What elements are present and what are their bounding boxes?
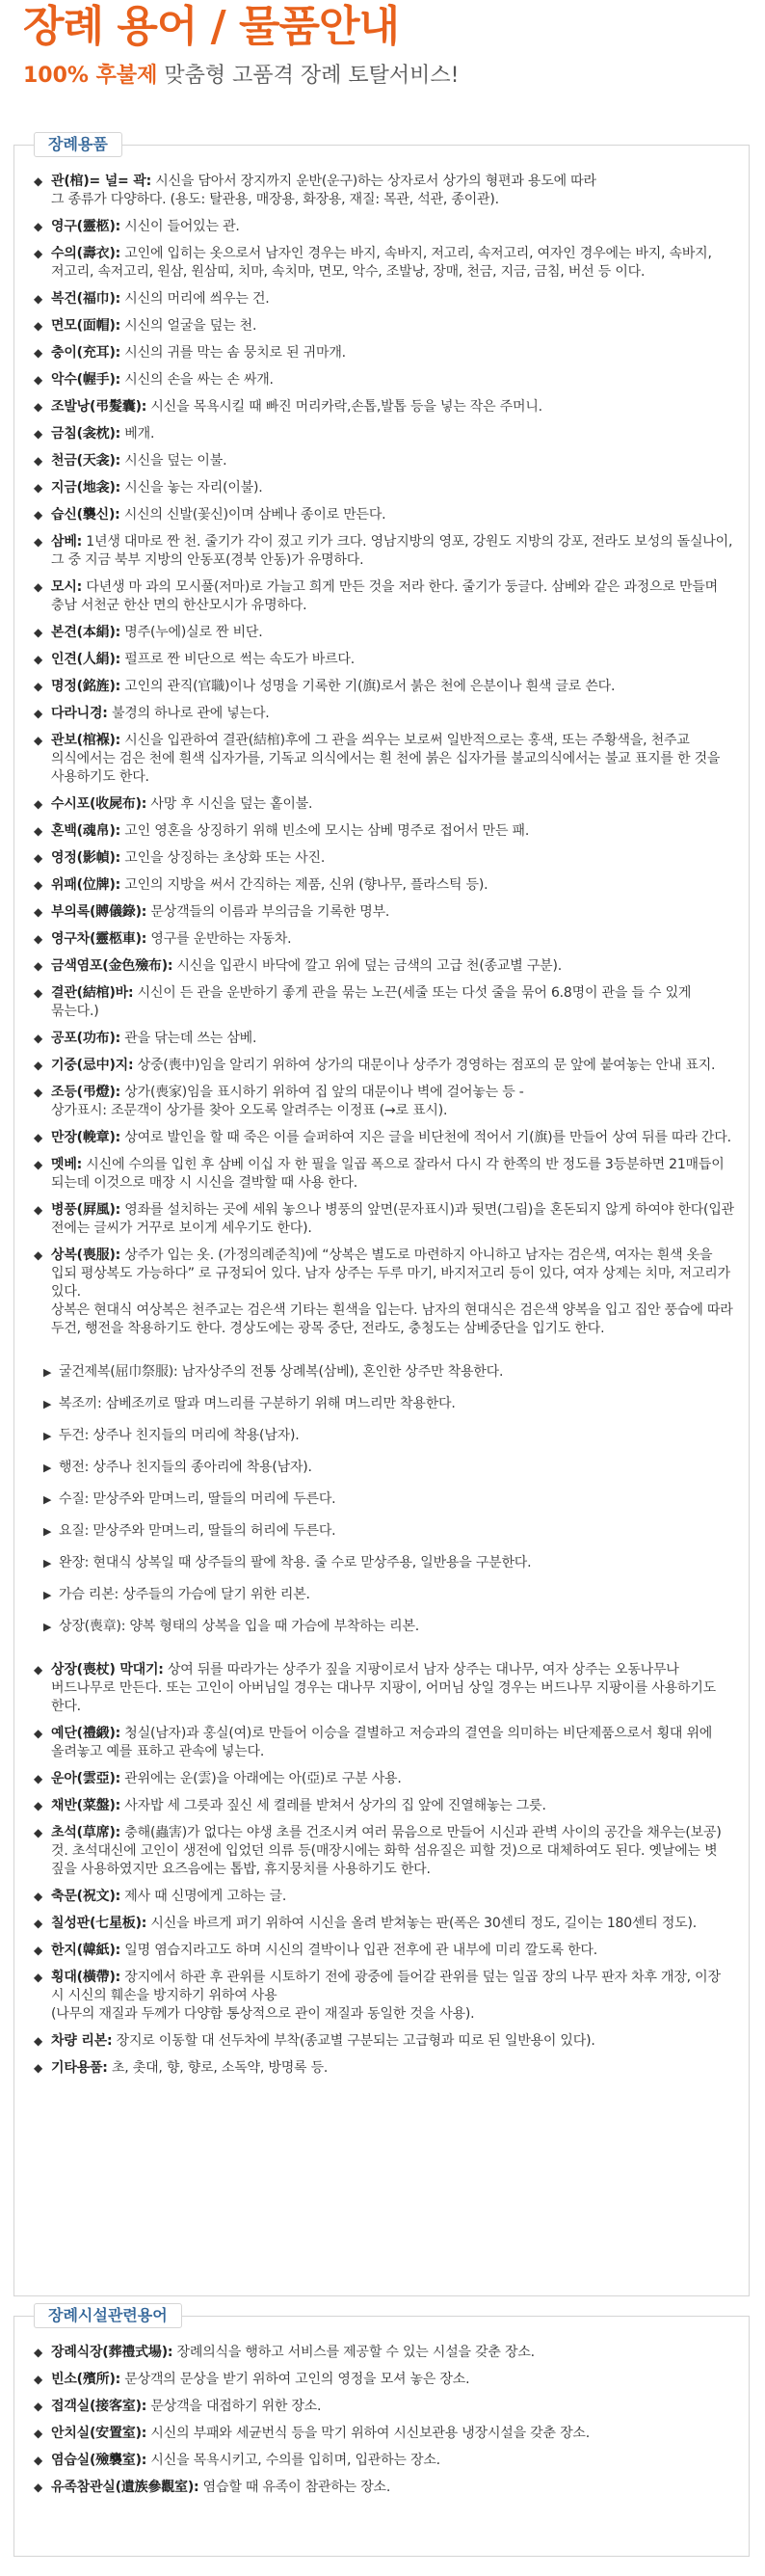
diamond-bullet-icon: ◆ xyxy=(34,2373,43,2386)
diamond-bullet-icon: ◆ xyxy=(34,2400,43,2413)
diamond-bullet-icon: ◆ xyxy=(34,1799,43,1812)
list-item xyxy=(34,2479,737,2497)
diamond-bullet-icon: ◆ xyxy=(34,707,43,720)
term: 안치실(安置室): xyxy=(51,2426,147,2441)
diamond-bullet-icon: ◆ xyxy=(34,680,43,693)
term: 복건(福巾): xyxy=(51,291,121,307)
diamond-bullet-icon: ◆ xyxy=(34,2061,43,2075)
list-item xyxy=(34,903,737,922)
term: 삼베: xyxy=(51,534,83,550)
term: 유족참관실(遺族參觀室): xyxy=(51,2480,199,2495)
description: 시신의 신발(꽃신)이며 삼베나 종이로 만든다. xyxy=(119,507,386,523)
triangle-bullet-icon: ▶ xyxy=(43,1589,52,1601)
description: 상여 뒤를 따라가는 상주가 짚을 지팡이로서 남자 상주는 대나무, 여자 상주는 오동나무나 버드나무로 만든다. 또는 고인이 아버님일 경우는 대나무 지팡이, 어머님 상일 경우는 버드나무 지팡이를 사용하기도 한다. xyxy=(51,1662,716,1714)
term: 축문(祝文): xyxy=(51,1889,121,1904)
diamond-bullet-icon: ◆ xyxy=(34,346,43,360)
description: 시신을 목욕시키고, 수의를 입히며, 입관하는 장소. xyxy=(146,2453,440,2468)
term: 금색염포(金色殮布): xyxy=(51,958,173,974)
term: 영구(靈柩): xyxy=(51,219,121,234)
list-item xyxy=(34,984,737,1021)
triangle-bullet-icon: ▶ xyxy=(43,1525,52,1538)
list-item xyxy=(34,1725,737,1761)
description: 시신의 귀를 막는 솜 뭉치로 된 귀마개. xyxy=(120,345,346,361)
list-item xyxy=(34,1030,737,1048)
term: 습신(襲신): xyxy=(51,507,120,523)
mourning-clothes-list xyxy=(34,1363,737,1636)
subtitle-highlight: 100% 후불제 xyxy=(23,64,158,88)
list-item xyxy=(34,578,737,615)
list-item xyxy=(34,2425,737,2443)
diamond-bullet-icon: ◆ xyxy=(34,481,43,495)
list-item xyxy=(34,218,737,236)
sub-item-text: 수질: 맏상주와 맏며느리, 딸들의 머리에 두른다. xyxy=(59,1491,336,1507)
term: 조등(弔燈): xyxy=(51,1085,121,1100)
goods-list-a xyxy=(34,173,737,1338)
term: 상장(喪杖) 막대기: xyxy=(51,1662,164,1677)
diamond-bullet-icon: ◆ xyxy=(34,986,43,1000)
list-item xyxy=(34,452,737,470)
triangle-bullet-icon: ▶ xyxy=(43,1493,52,1506)
list-item xyxy=(34,1156,737,1193)
term: 접객실(接客室): xyxy=(51,2399,147,2414)
diamond-bullet-icon: ◆ xyxy=(34,1248,43,1262)
description: 문상객의 문상을 받기 위하여 고인의 영정을 모셔 놓은 장소. xyxy=(120,2372,470,2387)
diamond-bullet-icon: ◆ xyxy=(34,1826,43,1839)
description: 고인의 관직(官職)이나 성명을 기록한 기(旗)로서 붉은 천에 은분이나 흰색 글로 쓴다. xyxy=(120,679,616,694)
page-subtitle xyxy=(23,66,742,87)
description: 고인을 상징하는 초상화 또는 사진. xyxy=(120,850,326,866)
term: 금침(衾枕): xyxy=(51,426,121,442)
diamond-bullet-icon: ◆ xyxy=(34,2034,43,2048)
term: 모시: xyxy=(51,579,83,595)
description: 문상객들의 이름과 부의금을 기록한 명부. xyxy=(146,904,390,920)
section-title: 장례시설관련용어 xyxy=(34,2303,182,2328)
diamond-bullet-icon: ◆ xyxy=(34,580,43,594)
description: 고인에 입히는 옷으로서 남자인 경우는 바지, 속바지, 저고리, 속저고리, 여자인 경우에는 바지, 속바지, 저고리, 속저고리, 원삼, 원삼띠, 치마, 속치마, 면모, 악수, 조발낭, 장매, 천금, 지금, 금침, 버선 등 이다. xyxy=(51,246,712,280)
list-item xyxy=(34,822,737,841)
description: 베개. xyxy=(120,426,155,442)
diamond-bullet-icon: ◆ xyxy=(34,2481,43,2494)
diamond-bullet-icon: ◆ xyxy=(34,319,43,333)
list-item xyxy=(34,1770,737,1788)
list-item xyxy=(34,1057,737,1075)
triangle-bullet-icon: ▶ xyxy=(43,1557,52,1570)
description: 일명 염습지라고도 하며 시신의 결박이나 입관 전후에 관 내부에 미리 깔도록 한다. xyxy=(120,1943,597,1958)
term: 칠성판(七星板): xyxy=(51,1916,147,1931)
description: 장례의식을 행하고 서비스를 제공할 수 있는 시설을 갖춘 장소. xyxy=(172,2345,535,2360)
sub-item-text: 굴건제복(屈巾祭服): 남자상주의 전통 상례복(삼베), 혼인한 상주만 착용한다. xyxy=(59,1364,504,1380)
sub-list-item xyxy=(34,1363,737,1382)
sub-list-item xyxy=(34,1522,737,1541)
section-funeral-goods xyxy=(13,135,750,2296)
list-item xyxy=(34,317,737,335)
term: 지금(地衾): xyxy=(51,480,121,496)
diamond-bullet-icon: ◆ xyxy=(34,626,43,639)
diamond-bullet-icon: ◆ xyxy=(34,1917,43,1930)
list-item xyxy=(34,1129,737,1147)
diamond-bullet-icon: ◆ xyxy=(34,1890,43,1903)
list-item xyxy=(34,1661,737,1716)
description: 영좌를 설치하는 곳에 세워 놓으나 병풍의 앞면(문자표시)과 뒷면(그림)을 혼돈되지 않게 하여야 한다(입관 전에는 글씨가 거꾸로 보이게 세우기도 한다). xyxy=(51,1202,734,1236)
term: 운아(雲亞): xyxy=(51,1771,121,1786)
sub-item-text: 가슴 리본: 상주들의 가슴에 달기 위한 리본. xyxy=(59,1587,310,1602)
list-item xyxy=(34,1969,737,2024)
triangle-bullet-icon: ▶ xyxy=(43,1621,52,1633)
sub-list-item xyxy=(34,1586,737,1604)
diamond-bullet-icon: ◆ xyxy=(34,2454,43,2467)
diamond-bullet-icon: ◆ xyxy=(34,373,43,387)
description: 초, 촛대, 향, 향로, 소독약, 방명록 등. xyxy=(107,2060,329,2076)
triangle-bullet-icon: ▶ xyxy=(43,1366,52,1379)
list-item xyxy=(34,371,737,389)
triangle-bullet-icon: ▶ xyxy=(43,1398,52,1410)
term: 병풍(屛風): xyxy=(51,1202,121,1218)
list-item xyxy=(34,624,737,642)
term: 예단(禮緞): xyxy=(51,1726,121,1741)
term: 상복(喪服): xyxy=(51,1248,121,1263)
diamond-bullet-icon: ◆ xyxy=(34,1059,43,1072)
description: 염습할 때 유족이 참관하는 장소. xyxy=(198,2480,391,2495)
description-continued: 상복은 현대식 여상복은 천주교는 검은색 기타는 흰색을 입는다. 남자의 현대식은 검은색 양복을 입고 집안 풍습에 따라 두건, 행전을 착용하기도 한다. 경상도에는 광목 중단, 전라도, 충청도는 삼베중단을 입기도 한다. xyxy=(51,1302,733,1336)
diamond-bullet-icon: ◆ xyxy=(34,247,43,260)
description: 사자밥 세 그릇과 짚신 세 켤레를 받쳐서 상가의 집 앞에 진열해놓는 그릇. xyxy=(120,1798,546,1813)
page-title: 장례 용어 / 물품안내 xyxy=(23,2,400,51)
description: 상여로 발인을 할 때 죽은 이를 슬퍼하여 지은 글을 비단천에 적어서 기(旗)를 만들어 상여 뒤를 따라 간다. xyxy=(120,1130,731,1145)
description: 시신의 얼굴을 덮는 천. xyxy=(120,318,257,334)
diamond-bullet-icon: ◆ xyxy=(34,932,43,946)
list-item xyxy=(34,1824,737,1879)
diamond-bullet-icon: ◆ xyxy=(34,1944,43,1957)
term: 위패(位牌): xyxy=(51,877,121,893)
description: 시신을 바르게 펴기 위하여 시신을 올려 받쳐놓는 판(폭은 30센티 정도, 길이는 180센티 정도). xyxy=(146,1916,697,1931)
diamond-bullet-icon: ◆ xyxy=(34,535,43,549)
list-item xyxy=(34,849,737,868)
term: 채반(菜盤): xyxy=(51,1798,121,1813)
list-item xyxy=(34,2452,737,2470)
term: 다라니경: xyxy=(51,706,108,721)
sub-list-item xyxy=(34,1618,737,1636)
diamond-bullet-icon: ◆ xyxy=(34,851,43,865)
description: 고인 영혼을 상징하기 위해 빈소에 모시는 삼베 명주로 접어서 만든 패. xyxy=(120,823,530,839)
description: 시신을 목욕시킬 때 빠진 머리카락,손톱,발톱 등을 넣는 작은 주머니. xyxy=(146,399,542,415)
description-continued: 상가표시: 조문객이 상가를 찾아 오도록 알려주는 이정표 (→로 표시). xyxy=(51,1103,448,1118)
description-continued: 그 종류가 다양하다. (용도: 탈관용, 매장용, 화장용, 재질: 목관, 석관, 종이관). xyxy=(51,192,499,207)
sub-list-item xyxy=(34,1554,737,1572)
list-item xyxy=(34,705,737,723)
term: 초석(草席): xyxy=(51,1825,121,1840)
description: 사망 후 시신을 덮는 홑이불. xyxy=(146,796,313,812)
description: 시신을 입관하여 결관(結棺)후에 그 관을 씌우는 보로써 일반적으로는 홍색, 또는 주황색을, 천주교 의식에서는 검은 천에 흰색 십자가를, 기독교 의식에서는 흰 천에 붉은 십자가를 불교의식에서는 불교 표지를 한 것을 사용하기도 한다. xyxy=(51,733,721,785)
list-item xyxy=(34,651,737,669)
diamond-bullet-icon: ◆ xyxy=(34,1971,43,1984)
sub-item-text: 상장(喪章): 양복 형태의 상복을 입을 때 가슴에 부착하는 리본. xyxy=(59,1619,420,1634)
list-item xyxy=(34,930,737,949)
term: 충이(充耳): xyxy=(51,345,121,361)
diamond-bullet-icon: ◆ xyxy=(34,220,43,233)
description: 시신에 수의를 입힌 후 삼베 이십 자 한 필을 일곱 폭으로 잘라서 다시 각 한쪽의 반 정도를 3등분하면 21매듭이 되는데 이것으로 매장 시 시신을 결박할 때 사용 한다. xyxy=(51,1157,725,1191)
diamond-bullet-icon: ◆ xyxy=(34,174,43,188)
description: 시신의 손을 싸는 손 싸개. xyxy=(120,372,274,388)
list-item xyxy=(34,2371,737,2389)
term: 한지(韓紙): xyxy=(51,1943,121,1958)
term: 혼백(魂帛): xyxy=(51,823,121,839)
term: 인견(人絹): xyxy=(51,652,121,667)
list-item xyxy=(34,344,737,362)
term: 영정(影幀): xyxy=(51,850,121,866)
list-item xyxy=(34,732,737,787)
term: 멧베: xyxy=(51,1157,83,1172)
list-item xyxy=(34,678,737,696)
term: 영구차(靈柩車): xyxy=(51,931,147,947)
term: 조발낭(弔髮囊): xyxy=(51,399,147,415)
description-continued: (나무의 재질과 두께가 다양함 통상적으로 관이 재질과 동일한 것을 사용). xyxy=(51,2006,475,2022)
list-item xyxy=(34,533,737,570)
list-item xyxy=(34,957,737,976)
sub-item-text: 요질: 맏상주와 맏며느리, 딸들의 허리에 두른다. xyxy=(59,1523,336,1539)
term: 부의록(賻儀錄): xyxy=(51,904,147,920)
diamond-bullet-icon: ◆ xyxy=(34,1203,43,1217)
description: 관위에는 운(雲)을 아래에는 아(亞)로 구분 사용. xyxy=(120,1771,402,1786)
term: 악수(幄手): xyxy=(51,372,121,388)
sub-item-text: 완장: 현대식 상복일 때 상주들의 팔에 착용. 줄 수로 맏상주용, 일반용을 구분한다. xyxy=(59,1555,532,1570)
diamond-bullet-icon: ◆ xyxy=(34,653,43,666)
sub-list-item xyxy=(34,1395,737,1413)
goods-list-b xyxy=(34,1661,737,2078)
description: 장지에서 하관 후 관위를 시토하기 전에 광중에 들어갈 관위를 덮는 일곱 장의 나무 판자 차후 개장, 이장 시 시신의 훼손을 방지하기 위하여 사용 xyxy=(51,1970,721,2003)
description: 문상객을 대접하기 위한 장소. xyxy=(146,2399,322,2414)
diamond-bullet-icon: ◆ xyxy=(34,878,43,892)
description: 시신의 부패와 세균번식 등을 막기 위하여 시신보관용 냉장시설을 갖춘 장소. xyxy=(146,2426,590,2441)
list-item xyxy=(34,425,737,443)
description: 영구를 운반하는 자동차. xyxy=(146,931,292,947)
list-item xyxy=(34,245,737,282)
sub-item-text: 두건: 상주나 친지들의 머리에 착용(남자). xyxy=(59,1428,300,1443)
diamond-bullet-icon: ◆ xyxy=(34,292,43,306)
facility-list xyxy=(34,2344,737,2497)
diamond-bullet-icon: ◆ xyxy=(34,1086,43,1099)
diamond-bullet-icon: ◆ xyxy=(34,1727,43,1740)
description: 시신의 머리에 씌우는 건. xyxy=(120,291,270,307)
description: 1년생 대마로 짠 천. 줄기가 각이 졌고 키가 크다. 영남지방의 영포, 강원도 지방의 강포, 전라도 보성의 돌실나이, 그 중 지금 북부 지방의 안동포(경북 안동)가 유명하다. xyxy=(51,534,733,568)
description: 상중(喪中)임을 알리기 위하여 상가의 대문이나 상주가 경영하는 점포의 문 앞에 붙여놓는 안내 표지. xyxy=(133,1058,716,1073)
diamond-bullet-icon: ◆ xyxy=(34,1158,43,1171)
description: 다년생 마 과의 모시풀(저마)로 가늘고 희게 만든 것을 저라 한다. 줄기가 둥글다. 삼베와 같은 과정으로 만들며 충남 서천군 한산 면의 한산모시가 유명하다. xyxy=(51,579,719,613)
description: 시신이 들어있는 관. xyxy=(120,219,240,234)
list-item xyxy=(34,479,737,497)
diamond-bullet-icon: ◆ xyxy=(34,454,43,468)
term: 명정(銘旌): xyxy=(51,679,121,694)
term: 기타용품: xyxy=(51,2060,108,2076)
list-item xyxy=(34,2059,737,2078)
list-item xyxy=(34,2032,737,2051)
term: 천금(天衾): xyxy=(51,453,121,469)
list-item xyxy=(34,1201,737,1238)
page-header xyxy=(0,0,765,125)
list-item xyxy=(34,1797,737,1815)
sub-item-text: 행전: 상주나 친지들의 종아리에 착용(남자). xyxy=(59,1460,312,1475)
list-item xyxy=(34,1915,737,1933)
term: 공포(功布): xyxy=(51,1031,121,1046)
term: 수시포(收屍布): xyxy=(51,796,147,812)
triangle-bullet-icon: ▶ xyxy=(43,1462,52,1474)
diamond-bullet-icon: ◆ xyxy=(34,1032,43,1045)
description: 장지로 이동할 대 선두차에 부착(종교별 구분되는 고급형과 띠로 된 일반용이 있다). xyxy=(112,2033,595,2049)
list-item xyxy=(34,1247,737,1338)
description: 제사 때 신명에게 고하는 글. xyxy=(120,1889,287,1904)
diamond-bullet-icon: ◆ xyxy=(34,734,43,747)
term: 본견(本絹): xyxy=(51,625,121,640)
list-item xyxy=(34,1942,737,1960)
diamond-bullet-icon: ◆ xyxy=(34,905,43,919)
list-item xyxy=(34,398,737,416)
description: 불경의 하나로 관에 넣는다. xyxy=(107,706,270,721)
section-title: 장례용품 xyxy=(34,132,122,157)
diamond-bullet-icon: ◆ xyxy=(34,797,43,811)
subtitle-text: 맞춤형 고품격 장례 토탈서비스! xyxy=(157,64,460,88)
diamond-bullet-icon: ◆ xyxy=(34,1131,43,1144)
description: 관을 닦는데 쓰는 삼베. xyxy=(120,1031,257,1046)
description: 펄프로 짠 비단으로 썩는 속도가 바르다. xyxy=(120,652,355,667)
description: 시신을 덮는 이불. xyxy=(120,453,227,469)
term: 기중(忌中)지: xyxy=(51,1058,134,1073)
diamond-bullet-icon: ◆ xyxy=(34,2346,43,2359)
term: 만장(輓章): xyxy=(51,1130,121,1145)
diamond-bullet-icon: ◆ xyxy=(34,1772,43,1785)
diamond-bullet-icon: ◆ xyxy=(34,1663,43,1677)
list-item xyxy=(34,795,737,814)
term: 관(棺)= 널= 곽: xyxy=(51,174,151,189)
description: 시신을 놓는 자리(이불). xyxy=(120,480,263,496)
list-item xyxy=(34,506,737,524)
description: 충해(蟲害)가 없다는 야생 초를 건조시켜 여러 묶음으로 만들어 시신과 관벽 사이의 공간을 채우는(보공)것. 초석대신에 고인이 생전에 입었던 의류 등(매장시에는 화학 섬유질은 피할 것)으로 대체하여도 된다. 옛날에는 볏 짚을 사용하였지만 요즈음에는 톱밥, 휴지뭉치를 사용하기도 한다. xyxy=(51,1825,722,1877)
diamond-bullet-icon: ◆ xyxy=(34,400,43,414)
diamond-bullet-icon: ◆ xyxy=(34,508,43,522)
diamond-bullet-icon: ◆ xyxy=(34,427,43,441)
description: 고인의 지방을 써서 간직하는 제품, 신위 (향나무, 플라스틱 등). xyxy=(120,877,488,893)
sub-list-item xyxy=(34,1459,737,1477)
list-item xyxy=(34,2398,737,2416)
description: 상가(喪家)임을 표시하기 위하여 집 앞의 대문이나 벽에 걸어놓는 등 - xyxy=(120,1085,524,1100)
list-item xyxy=(34,173,737,209)
list-item xyxy=(34,290,737,309)
term: 장례식장(葬禮式場): xyxy=(51,2345,173,2360)
sub-list-item xyxy=(34,1427,737,1445)
description: 시신을 입관시 바닥에 깔고 위에 덮는 금색의 고급 천(종교별 구분). xyxy=(172,958,562,974)
term: 관보(棺褓): xyxy=(51,733,121,748)
description: 상주가 입는 옷. (가정의례준칙)에 “상복은 별도로 마련하지 아니하고 남자는 검은색, 여자는 흰색 옷을 입되 평상복도 가능하다” 로 규정되어 있다. 남자 상주는 두루 마기, 바지저고리 등이 있다, 여자 상제는 치마, 저고리가 있다. xyxy=(51,1248,730,1300)
term: 차량 리본: xyxy=(51,2033,113,2049)
list-item xyxy=(34,1084,737,1120)
triangle-bullet-icon: ▶ xyxy=(43,1430,52,1442)
section-facility-terms xyxy=(13,2306,750,2557)
list-item xyxy=(34,876,737,895)
sub-list-item xyxy=(34,1490,737,1509)
diamond-bullet-icon: ◆ xyxy=(34,2427,43,2440)
term: 횡대(橫帶): xyxy=(51,1970,121,1985)
description: 시신을 담아서 장지까지 운반(운구)하는 상자로서 상가의 형편과 용도에 따라 xyxy=(150,174,596,189)
diamond-bullet-icon: ◆ xyxy=(34,959,43,973)
term: 수의(壽衣): xyxy=(51,246,121,261)
term: 면모(面帽): xyxy=(51,318,121,334)
term: 빈소(殯所): xyxy=(51,2372,121,2387)
sub-item-text: 복조끼: 삼베조끼로 딸과 며느리를 구분하기 위해 며느리만 착용한다. xyxy=(59,1396,456,1411)
list-item xyxy=(34,1888,737,1906)
diamond-bullet-icon: ◆ xyxy=(34,824,43,838)
term: 결관(結棺)바: xyxy=(51,985,134,1001)
list-item xyxy=(34,2344,737,2362)
term: 염습실(殮襲室): xyxy=(51,2453,147,2468)
description: 명주(누에)실로 짠 비단. xyxy=(120,625,263,640)
description: 시신이 든 관을 운반하기 좋게 관을 묶는 노끈(세줄 또는 다섯 줄을 묶어 6.8명이 관을 들 수 있게 묶는다.) xyxy=(51,985,692,1019)
description: 청실(남자)과 홍실(여)로 만들어 이승을 결별하고 저승과의 결연을 의미하는 비단제품으로서 횡대 위에 올려놓고 예를 표하고 관속에 넣는다. xyxy=(51,1726,713,1759)
